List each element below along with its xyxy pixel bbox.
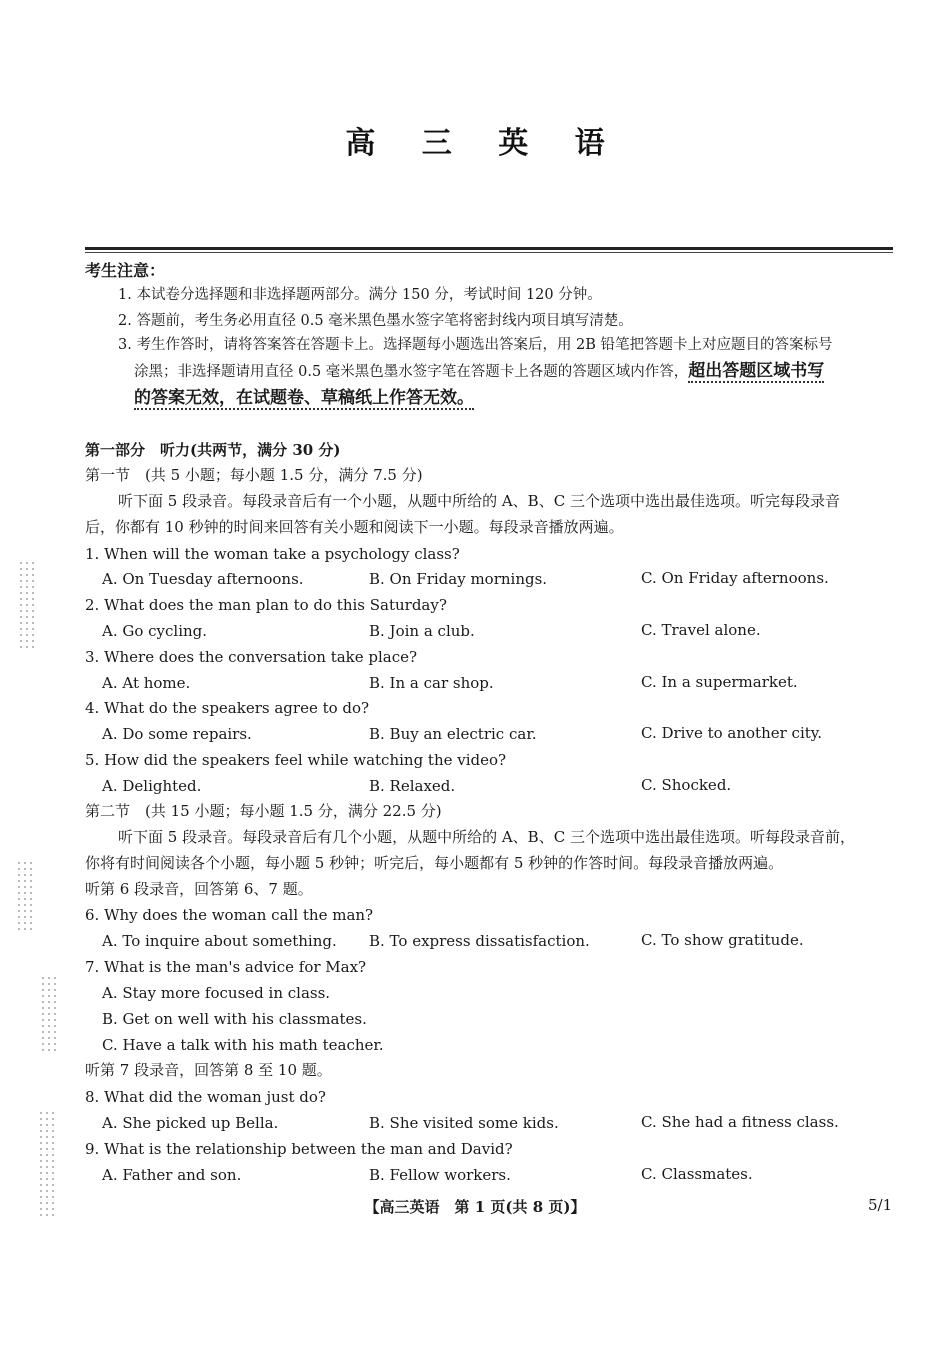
q6-option-b: B. To express dissatisfaction.	[369, 932, 590, 950]
q9-option-b: B. Fellow workers.	[369, 1166, 511, 1184]
section2-heading: 第二节 (共 15 小题；每小题 1.5 分，满分 22.5 分)	[85, 802, 442, 820]
q2-option-c: C. Travel alone.	[641, 621, 761, 639]
recording-7-instruction: 听第 7 段录音，回答第 8 至 10 题。	[85, 1061, 332, 1079]
scan-dot-pattern	[40, 975, 60, 1055]
notice-item-1: 1. 本试卷分选择题和非选择题两部分。满分 150 分，考试时间 120 分钟。	[118, 287, 602, 303]
section1-heading: 第一节 (共 5 小题；每小题 1.5 分，满分 7.5 分)	[85, 466, 423, 484]
section2-instructions-line1: 听下面 5 段录音。每段录音后有几个小题，从题中所给的 A、B、C 三个选项中选出最佳选项。听每段录音前，	[118, 828, 855, 846]
q7-option-a: A. Stay more focused in class.	[102, 984, 331, 1002]
q8-option-a: A. She picked up Bella.	[102, 1114, 279, 1132]
header-rule	[85, 247, 893, 250]
page-footer: 【高三英语 第 1 页(共 8 页)】	[364, 1198, 586, 1216]
notice-emphasis-2: 的答案无效，在试题卷、草稿纸上作答无效。	[134, 388, 474, 408]
q2-option-b: B. Join a club.	[369, 622, 475, 640]
section1-instructions-line2: 后，你都有 10 秒钟的时间来回答有关小题和阅读下一小题。每段录音播放两遍。	[85, 518, 624, 536]
part1-heading: 第一部分 听力(共两节，满分 30 分)	[85, 441, 341, 459]
question-3: 3. Where does the conversation take place?	[85, 648, 418, 666]
notice-item-3-line1: 3. 考生作答时，请将答案答在答题卡上。选择题每小题选出答案后，用 2B 铅笔把答题卡上对应题目的答案标号	[118, 337, 833, 353]
question-5: 5. How did the speakers feel while watching the video?	[85, 751, 507, 769]
question-2: 2. What does the man plan to do this Saturday?	[85, 596, 447, 614]
question-9: 9. What is the relationship between the man and David?	[85, 1140, 513, 1158]
notice-item-3-line2	[118, 358, 898, 385]
question-8: 8. What did the woman just do?	[85, 1088, 326, 1106]
notice-item-3	[118, 332, 898, 412]
q6-option-c: C. To show gratitude.	[641, 931, 804, 949]
q5-option-a: A. Delighted.	[102, 777, 202, 795]
q8-option-c: C. She had a fitness class.	[641, 1113, 839, 1131]
q1-option-b: B. On Friday mornings.	[369, 570, 548, 588]
q5-option-c: C. Shocked.	[641, 776, 732, 794]
question-1: 1. When will the woman take a psychology class?	[85, 545, 460, 563]
question-6: 6. Why does the woman call the man?	[85, 906, 374, 924]
q1-option-c: C. On Friday afternoons.	[641, 569, 829, 587]
q6-option-a: A. To inquire about something.	[102, 932, 337, 950]
q3-option-c: C. In a supermarket.	[641, 673, 798, 691]
scan-dot-pattern	[16, 860, 36, 930]
q4-option-c: C. Drive to another city.	[641, 724, 823, 742]
q1-option-a: A. On Tuesday afternoons.	[102, 570, 304, 588]
notice-item-3-text: 涂黑；非选择题请用直径 0.5 毫米黑色墨水签字笔在答题卡上各题的答题区域内作答，	[134, 364, 689, 380]
scan-dot-pattern	[18, 560, 38, 650]
q4-option-b: B. Buy an electric car.	[369, 725, 537, 743]
q2-option-a: A. Go cycling.	[102, 622, 208, 640]
exam-title: 高 三 英 语	[345, 126, 623, 161]
q9-option-c: C. Classmates.	[641, 1165, 753, 1183]
question-4: 4. What do the speakers agree to do?	[85, 699, 370, 717]
notice-item-3-line3	[118, 385, 898, 412]
q5-option-b: B. Relaxed.	[369, 777, 456, 795]
notice-heading: 考生注意：	[85, 261, 166, 280]
question-7: 7. What is the man's advice for Max?	[85, 958, 367, 976]
q9-option-a: A. Father and son.	[102, 1166, 242, 1184]
section1-instructions-line1: 听下面 5 段录音。每段录音后有一个小题，从题中所给的 A、B、C 三个选项中选出最佳选项。听完每段录音	[118, 492, 840, 510]
recording-6-instruction: 听第 6 段录音，回答第 6、7 题。	[85, 880, 313, 898]
header-rule-thin	[85, 252, 893, 253]
q7-option-b: B. Get on well with his classmates.	[102, 1010, 367, 1028]
q8-option-b: B. She visited some kids.	[369, 1114, 559, 1132]
q7-option-c: C. Have a talk with his math teacher.	[102, 1036, 384, 1054]
section2-instructions-line2: 你将有时间阅读各个小题，每小题 5 秒钟；听完后，每小题都有 5 秒钟的作答时间。每段录音播放两遍。	[85, 854, 784, 872]
q4-option-a: A. Do some repairs.	[102, 725, 252, 743]
q3-option-a: A. At home.	[102, 674, 191, 692]
notice-item-2: 2. 答题前，考生务必用直径 0.5 毫米黑色墨水签字笔将密封线内项目填写清楚。	[118, 313, 633, 329]
q3-option-b: B. In a car shop.	[369, 674, 494, 692]
notice-emphasis-1: 超出答题区域书写	[688, 361, 825, 381]
page-code: 5/1	[868, 1196, 893, 1214]
